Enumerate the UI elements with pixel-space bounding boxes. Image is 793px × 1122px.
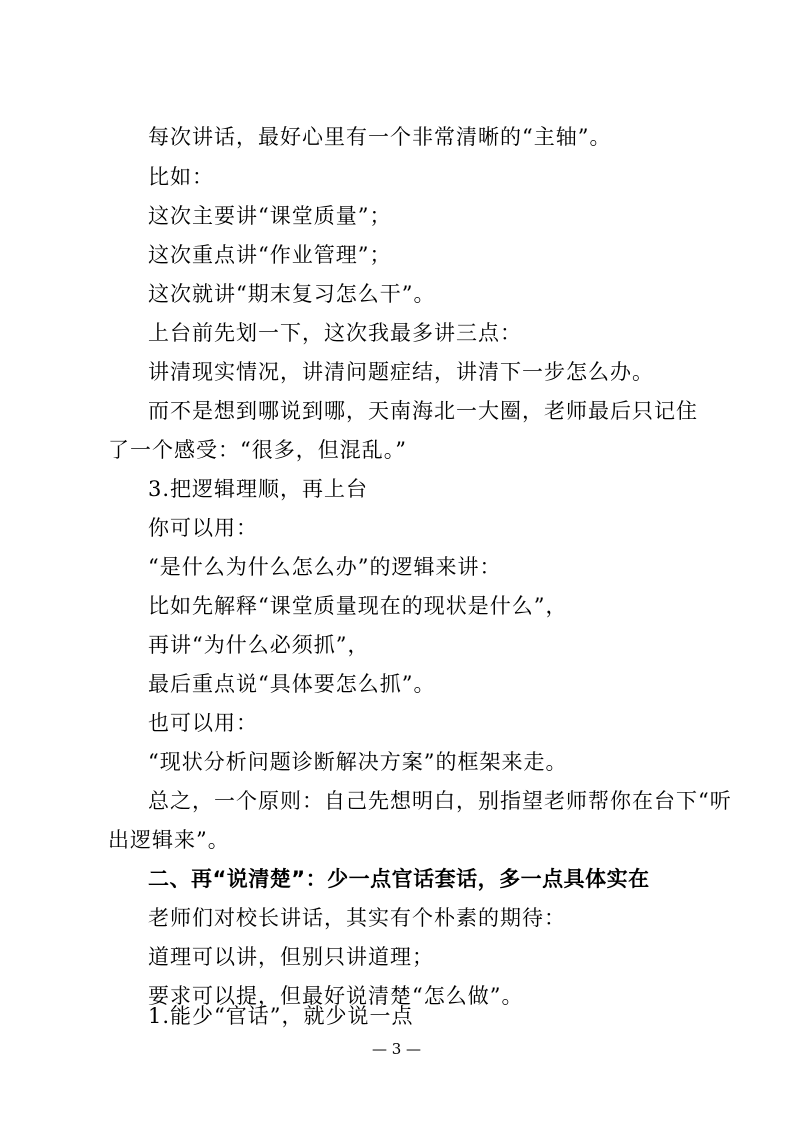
paragraph-line: 道理可以讲，但别只讲道理； (148, 945, 434, 969)
paragraph-line: 总之，一个原则：自己先想明白，别指望老师帮你在台下“听 (148, 789, 732, 813)
paragraph-line: 比如： (148, 165, 214, 189)
page-number: — 3 — (371, 1040, 422, 1058)
paragraph-line: 也可以用： (148, 711, 258, 735)
paragraph-line: 老师们对校长讲话，其实有个朴素的期待： (148, 906, 566, 930)
paragraph-line: 讲清现实情况，讲清问题症结，讲清下一步怎么办。 (148, 360, 654, 384)
paragraph-line: 这次主要讲“课堂质量”； (148, 204, 392, 228)
paragraph-line: 每次讲话，最好心里有一个非常清晰的“主轴”。 (148, 125, 612, 149)
paragraph-line: 了一个感受：“很多，但混乱。” (108, 438, 407, 462)
paragraph-line: 比如先解释“课堂质量现在的现状是什么”， (148, 594, 568, 618)
paragraph-line: 你可以用： (148, 516, 258, 540)
paragraph-line: 而不是想到哪说到哪，天南海北一大圈，老师最后只记住 (148, 399, 698, 423)
subheading: 1.能少“官话”，就少说一点 (148, 1004, 414, 1028)
subheading: 3.把逻辑理顺，再上台 (148, 477, 369, 501)
paragraph-line: “是什么为什么怎么办”的逻辑来讲： (148, 555, 502, 579)
paragraph-line: 这次重点讲“作业管理”； (148, 243, 392, 267)
paragraph-line: 出逻辑来”。 (108, 828, 230, 852)
section-heading: 二、再“说清楚”：少一点官话套话，多一点具体实在 (148, 867, 650, 891)
paragraph-line: 上台前先划一下，这次我最多讲三点： (148, 321, 522, 345)
paragraph-line: “现状分析问题诊断解决方案”的框架来走。 (148, 750, 568, 774)
paragraph-line: 再讲“为什么必须抓”， (148, 633, 370, 657)
paragraph-line: 要求可以提，但最好说清楚“怎么做”。 (148, 984, 524, 1008)
paragraph-line: 这次就讲“期末复习怎么干”。 (148, 282, 436, 306)
paragraph-line: 最后重点说“具体要怎么抓”。 (148, 672, 436, 696)
